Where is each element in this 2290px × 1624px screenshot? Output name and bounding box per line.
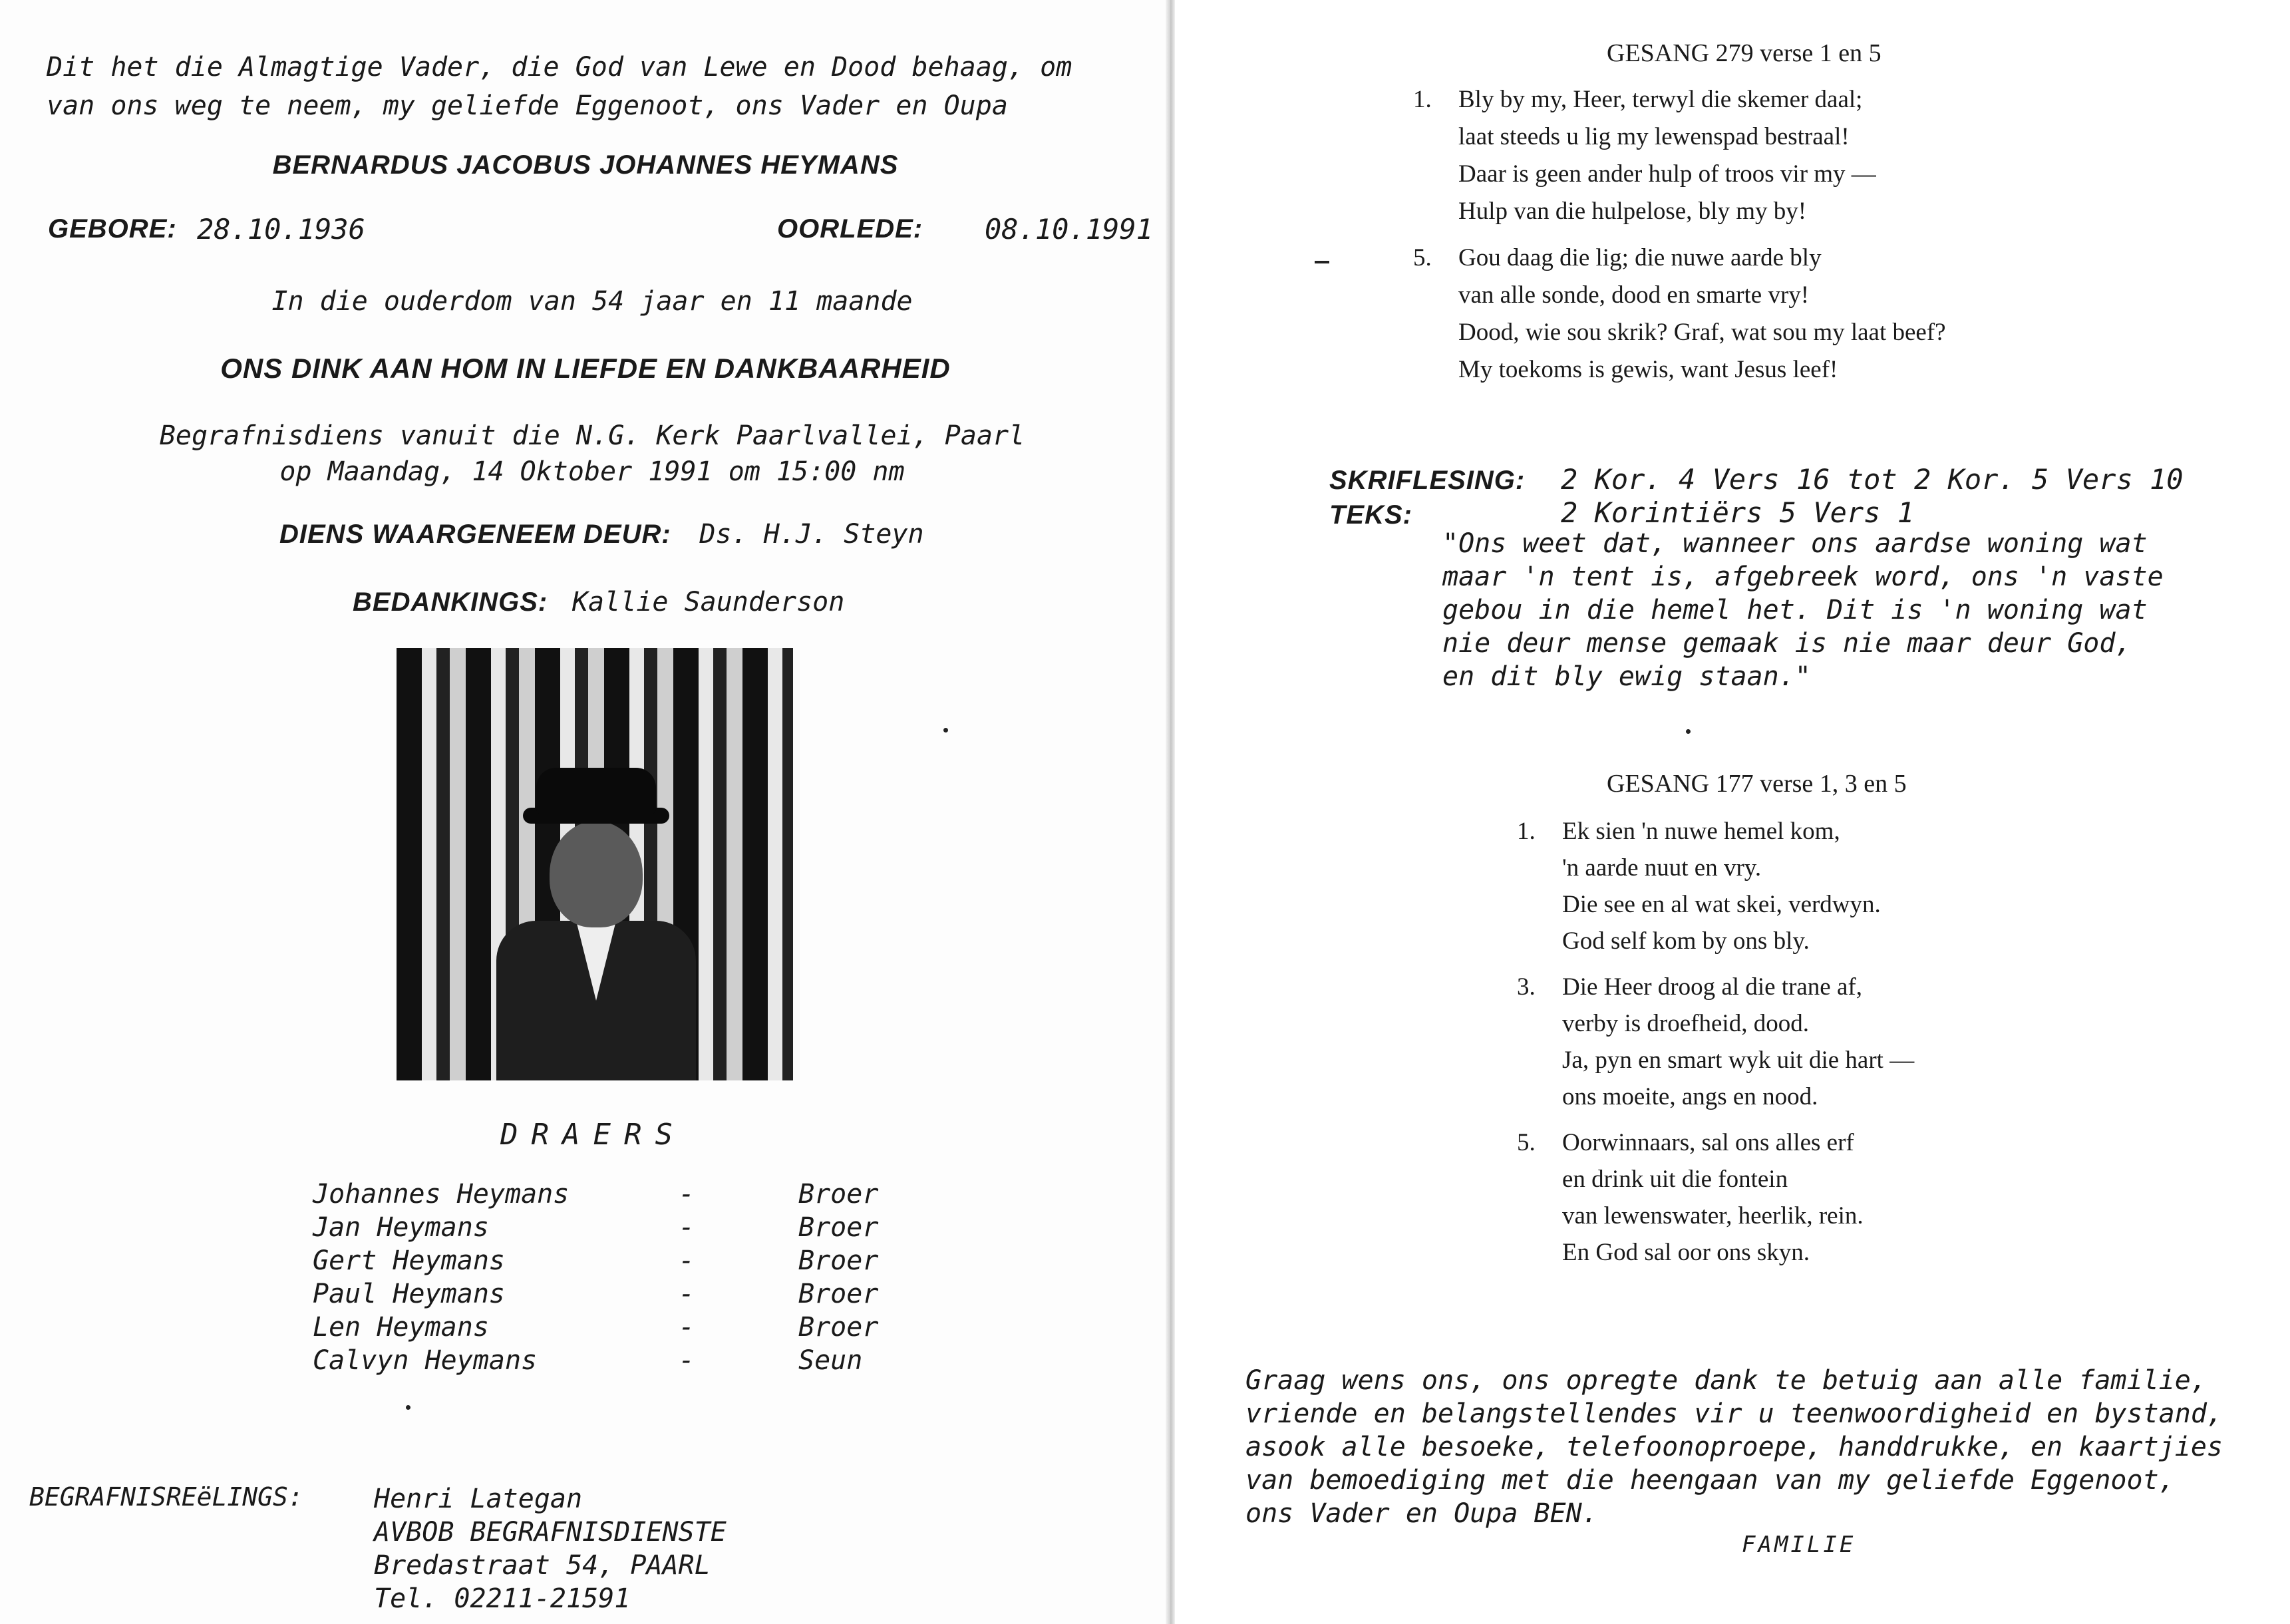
quote-line: en dit bly ewig staan." (1442, 661, 1811, 692)
remember-heading: ONS DINK AAN HOM IN LIEFDE EN DANKBAARHEID (220, 353, 951, 384)
quote-line: maar 'n tent is, afgebreek word, ons 'n vaste (1442, 562, 2164, 592)
speck (943, 728, 948, 732)
closing-line: vriende en belangstellendes vir u teenwoordigheid en bystand, (1245, 1398, 2223, 1429)
verse-line: van lewenswater, heerlik, rein. (1562, 1202, 1864, 1229)
verse-number: 1. (1517, 818, 1536, 845)
bearer-relation: Seun (798, 1345, 863, 1376)
died-date: 08.10.1991 (985, 213, 1153, 245)
bearer-name: Calvyn Heymans (313, 1345, 538, 1376)
born-date: 28.10.1936 (197, 213, 365, 245)
page-fold (1166, 0, 1175, 1624)
verse-line: Die see en al wat skei, verdwyn. (1562, 891, 1881, 918)
funeral-label: BEGRAFNISREëLINGS: (29, 1482, 303, 1512)
family-signature: FAMILIE (1742, 1532, 1856, 1558)
verse-line: van alle sonde, dood en smarte vry! (1458, 281, 1810, 309)
verse-number: 3. (1517, 973, 1536, 1001)
verse-line: Oorwinnaars, sal ons alles erf (1562, 1129, 1854, 1156)
hymn-verse (1413, 240, 1946, 389)
verse-line: Hulp van die hulpelose, bly my by! (1458, 198, 1807, 225)
bearer-name: Paul Heymans (313, 1279, 505, 1309)
verse-line: En God sal oor ons skyn. (1562, 1239, 1810, 1266)
bearer-dash: - (679, 1212, 695, 1243)
speck (1686, 729, 1691, 734)
bearer-row (313, 1312, 911, 1345)
hymn-2 (1517, 813, 1915, 1280)
hymn-verse (1517, 813, 1914, 959)
portrait-photo (397, 648, 793, 1080)
service-line: Begrafnisdiens vanuit die N.G. Kerk Paarlvallei, Paarl (159, 420, 1025, 451)
bearer-name: Len Heymans (313, 1312, 489, 1343)
age-text: In die ouderdom van 54 jaar en 11 maande (271, 286, 913, 317)
closing-line: van bemoediging met die heengaan van my geliefde Eggenoot, (1245, 1465, 2175, 1496)
bearer-row (313, 1179, 911, 1212)
speck (406, 1405, 410, 1410)
portrait-figure (496, 768, 696, 1080)
quote-line: nie deur mense gemaak is nie maar deur God, (1442, 628, 2132, 659)
bearer-row (313, 1279, 911, 1312)
hymn-2-title: GESANG 177 verse 1, 3 en 5 (1607, 770, 1907, 798)
verse-number: 5. (1413, 244, 1432, 271)
bearers-heading: DRAERS (500, 1118, 686, 1152)
service-details (0, 418, 1184, 490)
scripture-label: SKRIFLESING: (1329, 466, 1526, 495)
closing-thanks (1245, 1364, 2223, 1530)
deceased-name: BERNARDUS JACOBUS JOHANNES HEYMANS (272, 150, 899, 180)
closing-line: Graag wens ons, ons opregte dank te betuig aan alle familie, (1245, 1365, 2207, 1396)
bearer-name: Jan Heymans (313, 1212, 489, 1243)
verse-line: Ja, pyn en smart wyk uit die hart — (1562, 1047, 1915, 1074)
bearer-name: Gert Heymans (313, 1245, 505, 1276)
hymn-verse (1413, 81, 1946, 230)
margin-mark (1315, 261, 1329, 263)
text-ref: 2 Korintiërs 5 Vers 1 (1561, 496, 1915, 529)
verse-line: Dood, wie sou skrik? Graf, wat sou my laat beef? (1458, 319, 1946, 346)
hymn-1-title: GESANG 279 verse 1 en 5 (1607, 39, 1881, 67)
bearer-dash: - (679, 1179, 695, 1210)
scripture-quote (1442, 527, 2164, 693)
born-label: GEBORE: (48, 214, 177, 244)
funeral-line: Henri Lategan (374, 1484, 583, 1514)
verse-number: 5. (1517, 1129, 1536, 1156)
intro-line: van ons weg te neem, my geliefde Eggenoot, ons Vader en Oupa (47, 90, 1008, 121)
bearer-relation: Broer (798, 1312, 879, 1343)
verse-line: verby is droefheid, dood. (1562, 1010, 1809, 1037)
thanks-value: Kallie Saunderson (572, 587, 845, 617)
funeral-line: Bredastraat 54, PAARL (374, 1550, 711, 1581)
verse-line: en drink uit die fontein (1562, 1166, 1788, 1193)
verse-line: Daar is geen ander hulp of troos vir my — (1458, 160, 1876, 188)
scripture-ref: 2 Kor. 4 Vers 16 tot 2 Kor. 5 Vers 10 (1561, 463, 2184, 496)
bearer-relation: Broer (798, 1212, 879, 1243)
verse-line: ons moeite, angs en nood. (1562, 1083, 1818, 1110)
funeral-line: Tel. 02211-21591 (374, 1583, 631, 1614)
quote-line: gebou in die hemel het. Dit is 'n woning wat (1442, 595, 2148, 625)
intro-text (47, 48, 1072, 125)
thanks-by (353, 587, 844, 617)
bearer-name: Johannes Heymans (313, 1179, 570, 1210)
bearer-dash: - (679, 1245, 695, 1276)
conducted-label: DIENS WAARGENEEM DEUR: (279, 520, 671, 549)
bearer-relation: Broer (798, 1179, 879, 1210)
closing-line: asook alle besoeke, telefoonoproepe, handdrukke, en kaartjies (1245, 1432, 2223, 1462)
verse-line: Bly by my, Heer, terwyl die skemer daal; (1458, 86, 1863, 113)
verse-line: Gou daag die lig; die nuwe aarde bly (1458, 244, 1822, 271)
hymn-1 (1413, 81, 1946, 398)
quote-line: "Ons weet dat, wanneer ons aardse woning wat (1442, 528, 2148, 559)
bearer-row (313, 1212, 911, 1245)
thanks-label: BEDANKINGS: (353, 587, 548, 617)
bearer-dash: - (679, 1312, 695, 1343)
service-line: op Maandag, 14 Oktober 1991 om 15:00 nm (279, 456, 905, 487)
text-label: TEKS: (1329, 500, 1412, 530)
verse-line: Die Heer droog al die trane af, (1562, 973, 1862, 1001)
bearer-relation: Broer (798, 1279, 879, 1309)
bearer-row (313, 1345, 911, 1379)
bearer-row (313, 1245, 911, 1279)
intro-line: Dit het die Almagtige Vader, die God van Lewe en Dood behaag, om (47, 52, 1072, 82)
hymn-verse (1517, 969, 1915, 1115)
conducted-value: Ds. H.J. Steyn (699, 519, 924, 550)
bearer-relation: Broer (798, 1245, 879, 1276)
died-label: OORLEDE: (777, 214, 923, 244)
bearers-list (313, 1179, 911, 1379)
verse-line: laat steeds u lig my lewenspad bestraal! (1458, 123, 1850, 150)
closing-line: ons Vader en Oupa BEN. (1245, 1498, 1598, 1529)
funeral-line: AVBOB BEGRAFNISDIENSTE (374, 1517, 727, 1547)
verse-line: My toekoms is gewis, want Jesus leef! (1458, 356, 1838, 383)
bearer-dash: - (679, 1279, 695, 1309)
conducted-by (279, 519, 924, 550)
verse-number: 1. (1413, 86, 1432, 113)
funeral-details (374, 1482, 727, 1615)
verse-line: 'n aarde nuut en vry. (1562, 854, 1762, 882)
verse-line: God self kom by ons bly. (1562, 927, 1810, 955)
verse-line: Ek sien 'n nuwe hemel kom, (1562, 818, 1840, 845)
hymn-verse (1517, 1124, 1914, 1271)
bearer-dash: - (679, 1345, 695, 1376)
